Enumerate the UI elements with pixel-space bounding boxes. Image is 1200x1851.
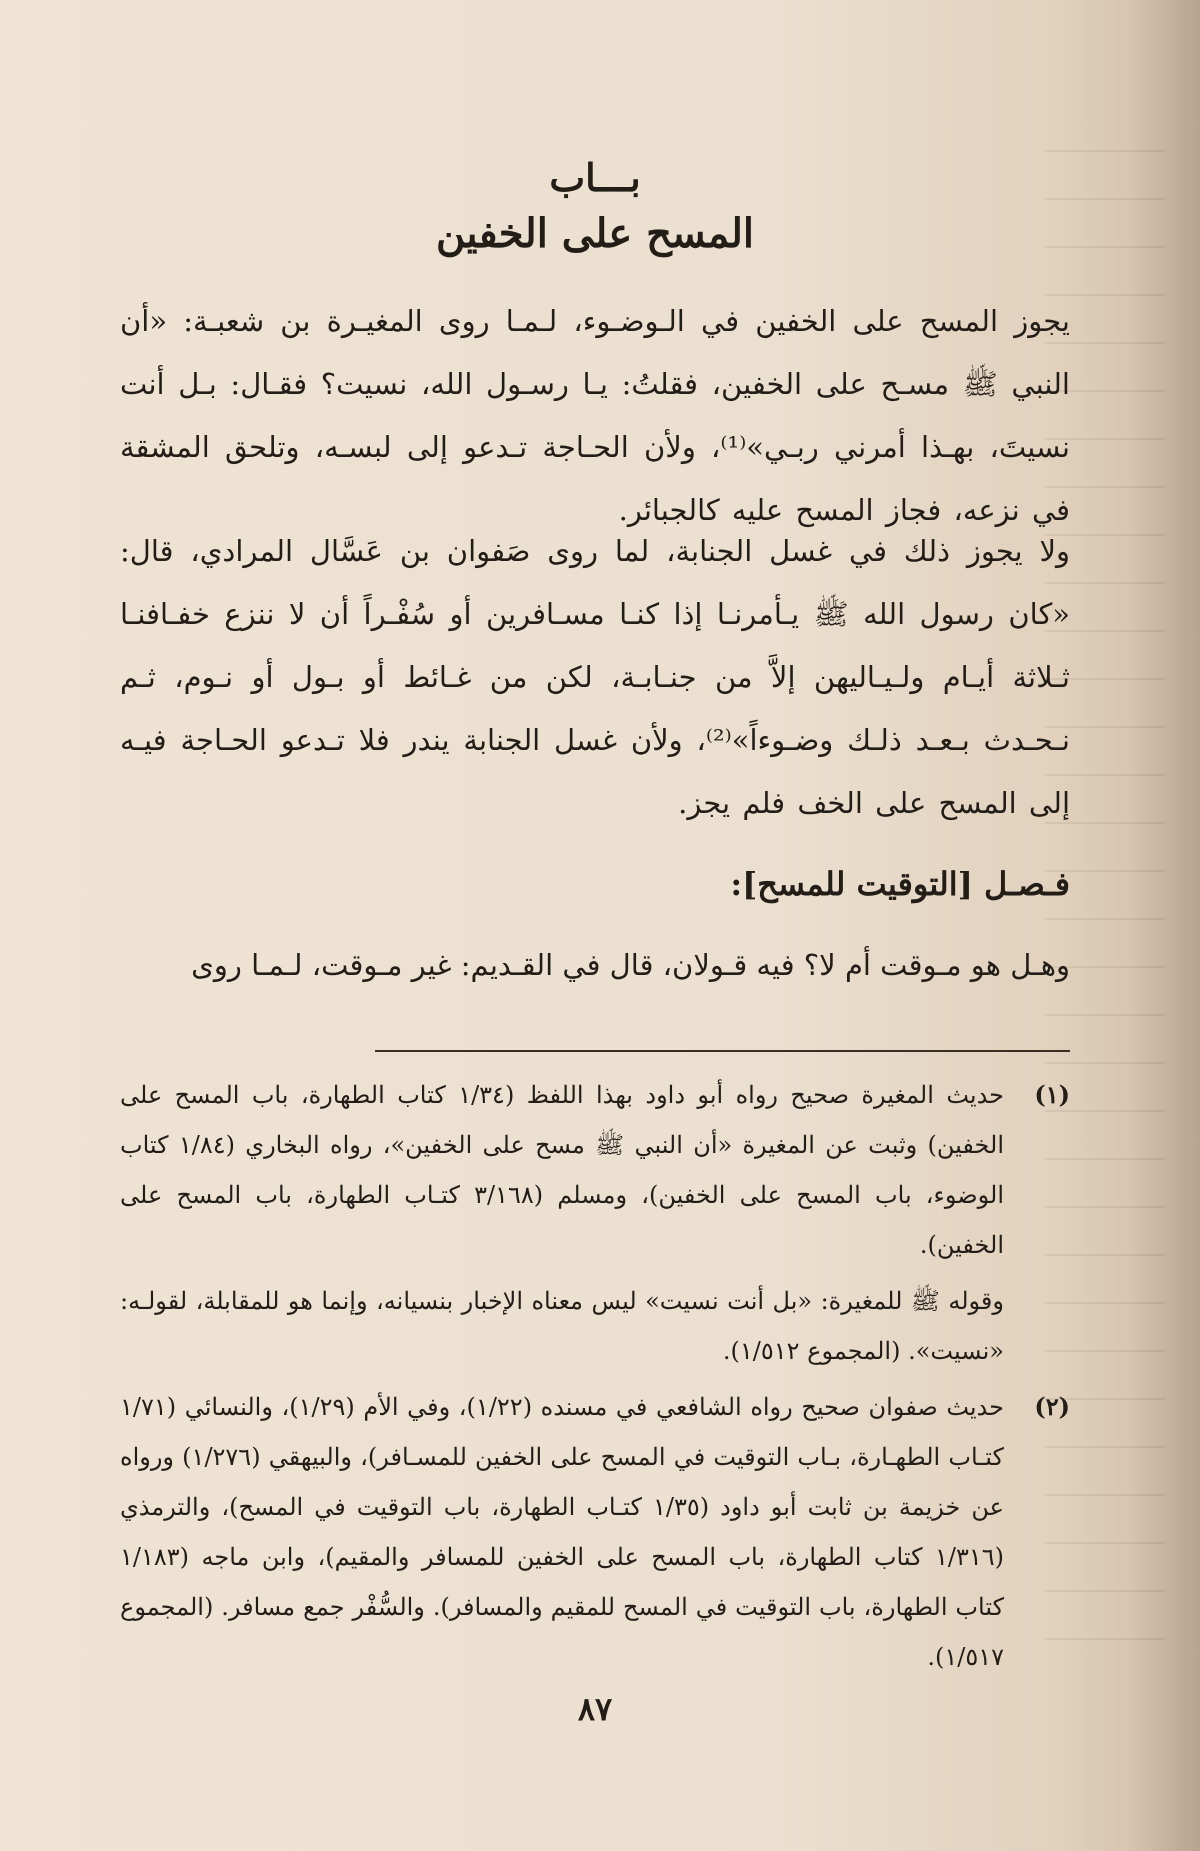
paragraph-2: ولا يجوز ذلك في غسل الجنابة، لما روى صَفوان بن عَسَّال المرادي، قال: «كان رسول الله ﷺ يـأمرنـا إذا كنـا مسـافرين أو سُفْـراً أن لا ننزع خفـافنـا ثـلاثة أيـام ولـيـاليهن إلاَّ من جنـابـة، لكن من غـائط أو بـول أو نـوم، ثـم نـحـدث بـعـد ذلـك وضـوءاً»⁽²⁾، ولأن غسل الجنابة يندر فلا تـدعو الحـاجة فيـه إلى المسح على الخف فلم يجز. xyxy=(120,534,1070,820)
footnote-1-number: (١) xyxy=(1034,1080,1070,1109)
chapter-title: المسح على الخفين xyxy=(435,210,755,257)
footnotes xyxy=(120,1070,1070,1688)
footnote-2-number: (٢) xyxy=(1034,1392,1070,1421)
footnote-2 xyxy=(120,1382,1070,1682)
chapter-label: بـــاب xyxy=(549,155,641,200)
footnote-separator xyxy=(375,1050,1070,1052)
footnote-1-continuation: وقوله ﷺ للمغيرة: «بل أنت نسيت» ليس معناه الإخبار بنسيانه، وإنما هو للمقابلة، لقولـه: «نسيت». (المجموع ١/٥١٢). xyxy=(120,1287,1004,1365)
page-gutter-shadow xyxy=(1130,0,1200,1851)
page-number: ٨٧ xyxy=(577,1690,613,1728)
section-paragraph: وهـل هو مـوقت أم لا؟ فيه قـولان، قال في القـديم: غير مـوقت، لـمـا روى xyxy=(191,948,1070,982)
section-heading: فـصـل [التوقيت للمسح]: xyxy=(730,865,1070,903)
footnote-1-text: حديث المغيرة صحيح رواه أبو داود بهذا اللفظ (١/٣٤ كتاب الطهارة، باب المسح على الخفين) وثبت عن المغيرة «أن النبي ﷺ مسح على الخفين»، رواه البخاري (١/٨٤ كتاب الوضوء، باب المسح على الخفين)، ومسلم (٣/١٦٨ كتـاب الطهارة، باب المسح على الخفين). xyxy=(120,1081,1005,1259)
footnote-2-text: حديث صفوان صحيح رواه الشافعي في مسنده (١/٢٢)، وفي الأم (١/٢٩)، والنسائي (١/٧١ كتـاب الطهـارة، بـاب التوقيت في المسح على الخفين للمسـافر)، والبيهقي (١/٢٧٦) ورواه عن خزيمة بن ثابت أبو داود (١/٣٥ كتـاب الطهارة، باب التوقيت في المسح)، والترمذي (١/٣١٦ كتاب الطهارة، باب المسح على الخفين للمسافر والمقيم)، وابن ماجه (١/١٨٣ كتاب الطهارة، باب التوقيت في المسح للمقيم والمسافر). والسُّفْر جمع مسافر. (المجموع ١/٥١٧). xyxy=(120,1393,1004,1671)
footnote-1 xyxy=(120,1070,1070,1270)
paragraph-1: يجوز المسح على الخفين في الـوضـوء، لـمـا روى المغيـرة بن شعبـة: «أن النبي ﷺ مسـح على الخفين، فقلتُ: يـا رسـول الله، نسيت؟ فقـال: بـل أنت نسيتَ، بهـذا أمرني ربـي»⁽¹⁾، ولأن الحـاجة تـدعو إلى لبسـه، وتلحق المشقة في نزعه، فجاز المسح عليه كالجبائر. xyxy=(120,304,1070,527)
